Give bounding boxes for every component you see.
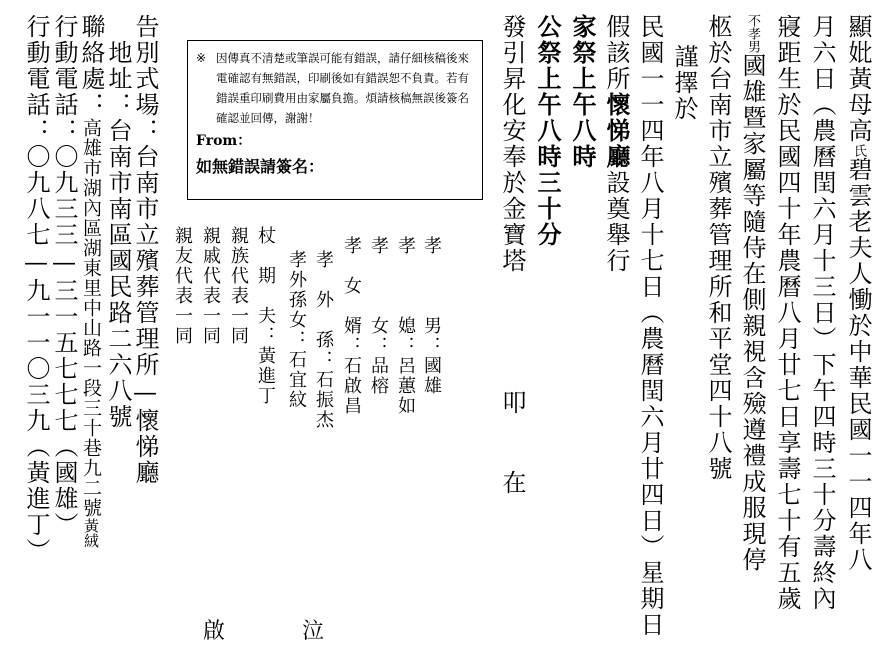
obit-line-7: 民國一一四年八月十七日（農曆閏六月廿四日）星期日 (636, 14, 664, 638)
obit-line-8: 假該所懷悌廳設奠舉行 (602, 14, 631, 274)
obit-line-9: 家祭上午八時 (568, 14, 597, 170)
mobile-phone-2: 行動電話：〇九八七—九一一〇三九（黃進丁） (22, 14, 50, 564)
mourner-husband: 杖 期 夫：黃進丁 (255, 226, 276, 406)
obit-line-2: 月六日（農曆閏六月十三日）下午四時三十分壽終內 (808, 14, 836, 612)
obit-line-1: 顯妣黃母高氏碧雲老夫人慟於中華民國一一四年八 (844, 14, 872, 573)
ceremony-address: 地址：台南市南區國民路二六八號 (104, 40, 132, 430)
reference-mark-icon: ※ (196, 51, 207, 65)
obit-line-4: 不孝男國雄暨家屬等隨侍在側親視含殮遵禮成服現停 (738, 14, 766, 573)
kouzai-char-2: 在 (498, 470, 526, 496)
proofread-notice-text: ※ 因傳真不清楚或筆誤可能有錯誤，請仔細核稿後來電確認有無錯誤，印刷後如有錯誤恕不負責。若有錯誤重印刷費用由家屬負擔。煩請核稿無誤後簽名確認並回傳，謝謝！ (196, 48, 474, 128)
mourner-son: 孝 男：國雄 (421, 236, 442, 396)
ceremony-venue: 告別式場：台南市立殯葬管理所—懷悌廳 (131, 14, 159, 486)
obit-line-5: 柩於台南市立殯葬管理所和平堂四十八號 (704, 14, 732, 482)
clan-representatives: 親族代表一同 (228, 226, 249, 346)
obit-line-10: 公祭上午八時三十分 (533, 14, 562, 248)
mourner-grandson: 孝 外 孫：石振杰 (313, 250, 334, 430)
kouzai-char-1: 叩 (498, 390, 526, 416)
mourner-granddaughter: 孝外孫女：石宜紋 (286, 250, 307, 410)
proofread-notice-box (187, 40, 483, 200)
mourner-daughter-in-law: 孝 媳：呂蕙如 (395, 236, 416, 416)
obit-line-11: 發引昇化安奉於金寶塔 (498, 14, 526, 274)
mobile-phone-1: 行動電話：〇九三三—三一五七七七（國雄） (50, 14, 78, 538)
relative-representatives: 親戚代表一同 (200, 226, 221, 346)
footer-qi-2: 泣 (302, 619, 325, 644)
signature-label: 如無錯誤請簽名： (196, 157, 325, 176)
from-label: From： (196, 133, 252, 149)
obit-line-3: 寢距生於民國四十年農曆八月廿七日享壽七十有五歲 (773, 14, 801, 612)
friend-representatives: 親友代表一同 (172, 226, 193, 346)
footer-qi: 啟 (203, 619, 226, 644)
contact-address-line: 聯絡處：高雄市湖內區湖東里中山路一段三十巷九二號黃絨 (77, 14, 105, 548)
obit-line-6: 謹擇於 (670, 44, 698, 122)
mourner-daughter: 孝 女：品榕 (368, 236, 389, 396)
mourner-son-in-law: 孝 女 婿：石啟昌 (341, 236, 362, 416)
